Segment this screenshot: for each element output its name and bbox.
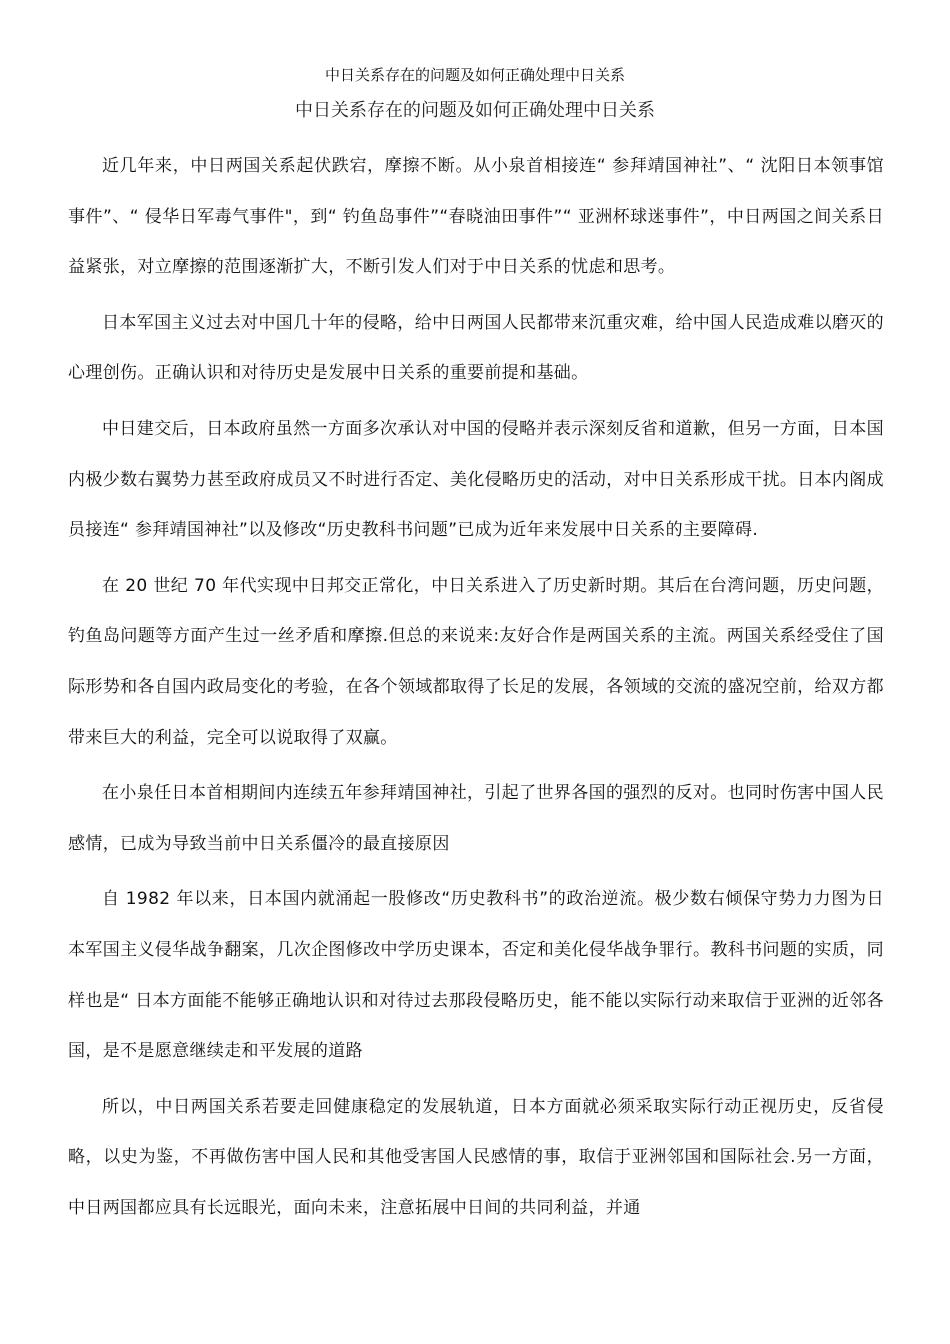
document-body [68,141,884,1238]
paragraph: 自 1982 年以来，日本国内就涌起一股修改“历史教科书”的政治逆流。极少数右倾保守势力力图为日本军国主义侵华战争翻案，几次企图修改中学历史课本，否定和美化侵华战争罪行。教科书问题的实质，同样也是“ 日本方面能不能够正确地认识和对待过去那段侵略历史，能不能以实际行动来取信于亚洲的近邻各国，是不是愿意继续走和平发展的道路 [68,889,884,1062]
paragraph: 在小泉任日本首相期间内连续五年参拜靖国神社，引起了世界各国的强烈的反对。也同时伤害中国人民感情，已成为导致当前中日关系僵冷的最直接原因 [68,783,884,854]
document-title: 中日关系存在的问题及如何正确处理中日关系 [295,100,655,121]
paragraph: 在 20 世纪 70 年代实现中日邦交正常化，中日关系进入了历史新时期。其后在台湾问题，历史问题，钓鱼岛问题等方面产生过一丝矛盾和摩擦.但总的来说来:友好合作是两国关系的主流。两国关系经受住了国际形势和各自国内政局变化的考验，在各个领域都取得了长足的发展，各领域的交流的盛况空前，给双方都带来巨大的利益，完全可以说取得了双赢。 [68,575,884,748]
running-header-title: 中日关系存在的问题及如何正确处理中日关系 [324,66,625,84]
paragraph: 所以，中日两国关系若要走回健康稳定的发展轨道，日本方面就必须采取实际行动正视历史，反省侵略，以史为鉴，不再做伤害中国人民和其他受害国人民感情的事，取信于亚洲邻国和国际社会.另一方面，中日两国都应具有长远眼光，面向未来，注意拓展中日间的共同利益，并通 [68,1096,884,1218]
paragraph: 中日建交后，日本政府虽然一方面多次承认对中国的侵略并表示深刻反省和道歉，但另一方面，日本国内极少数右翼势力甚至政府成员又不时进行否定、美化侵略历史的活动，对中日关系形成干扰。日本内阁成员接连“ 参拜靖国神社”以及修改“历史教科书问题”已成为近年来发展中日关系的主要障碍. [68,418,884,541]
paragraph: 日本军国主义过去对中国几十年的侵略，给中日两国人民都带来沉重灾难，给中国人民造成难以磨灭的心理创伤。正确认识和对待历史是发展中日关系的重要前提和基础。 [68,312,884,384]
paragraph: 近几年来，中日两国关系起伏跌宕，摩擦不断。从小泉首相接连“ 参拜靖国神社”、“ 沈阳日本领事馆事件”、“ 侵华日军毒气事件"，到“ 钓鱼岛事件”“春晓油田事件”“ 亚洲杯球迷事件”，中日两国之间关系日益紧张，对立摩擦的范围逐渐扩大，不断引发人们对于中日关系的忧虑和思考。 [68,156,884,278]
